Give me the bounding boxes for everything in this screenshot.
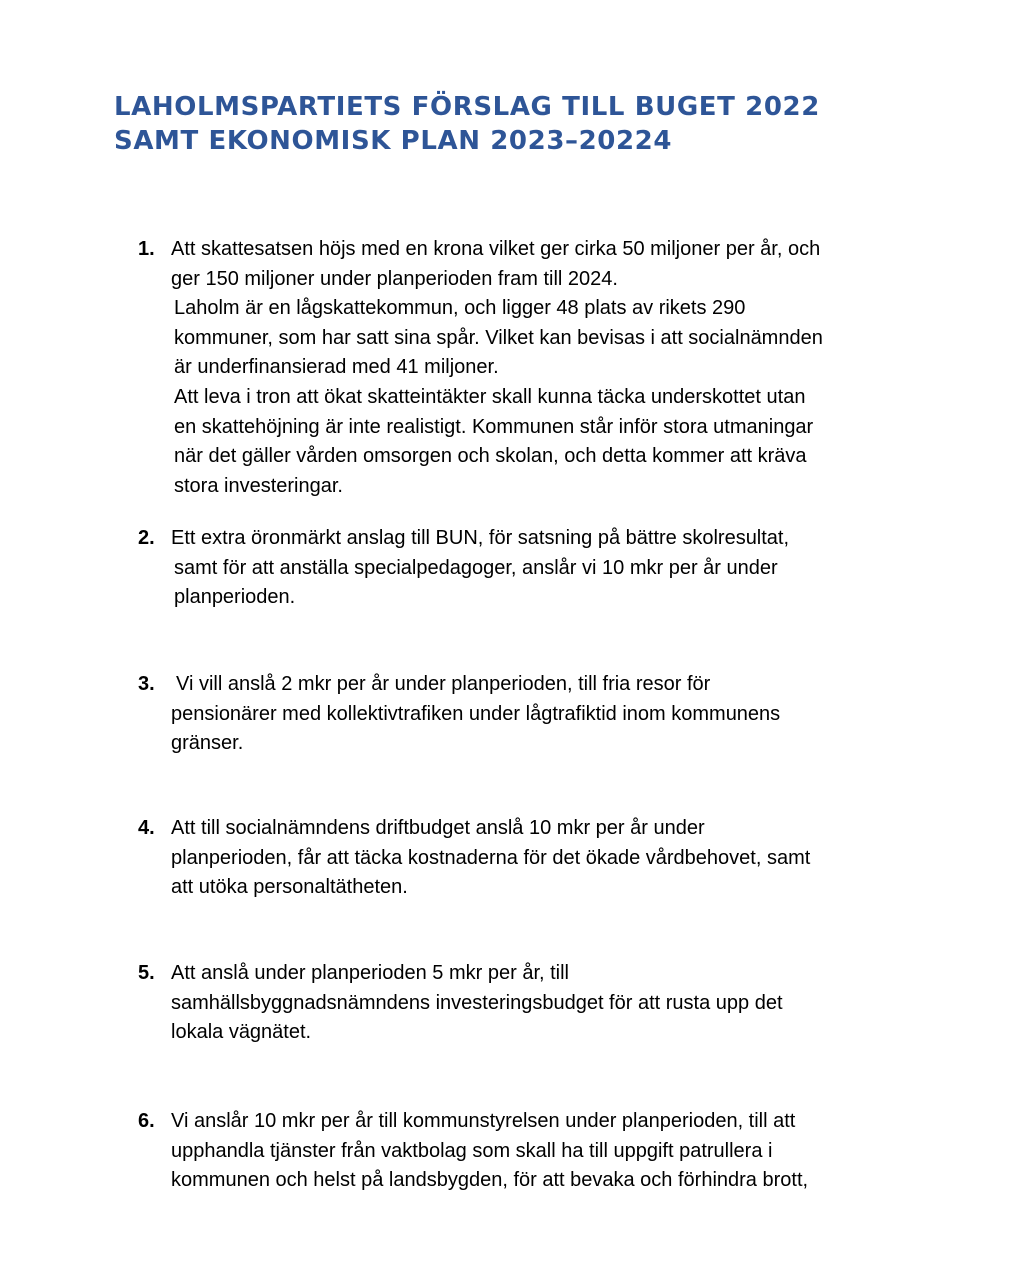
item-text-line: när det gäller vården omsorgen och skolan, och detta kommer att kräva	[174, 445, 807, 468]
item-text-line: Ett extra öronmärkt anslag till BUN, för satsning på bättre skolresultat,	[171, 527, 790, 549]
item-text-line: Vi anslår 10 mkr per år till kommunstyrelsen under planperioden, till att	[171, 1110, 796, 1132]
document-title	[114, 90, 934, 158]
title-line-1: LAHOLMSPARTIETS FÖRSLAG TILL BUGET 2022	[114, 92, 820, 122]
item-number: 6.	[138, 1110, 155, 1132]
item-text-line: en skattehöjning är inte realistigt. Kommunen står inför stora utmaningar	[174, 415, 814, 438]
item-text-line: Att till socialnämndens driftbudget anslå 10 mkr per år under	[171, 817, 705, 839]
item-number: 4.	[138, 817, 155, 839]
title-line-2: SAMT EKONOMISK PLAN 2023–20224	[114, 126, 673, 156]
list-item-5	[0, 959, 1015, 1048]
item-text-line: stora investeringar.	[174, 474, 343, 497]
item-text-line: Att anslå under planperioden 5 mkr per år, till	[171, 962, 569, 984]
list-item-2	[0, 524, 1015, 613]
item-text-line: planperioden, får att täcka kostnaderna för det ökade vårdbehovet, samt	[171, 846, 811, 869]
list-item-3	[0, 670, 1015, 759]
item-text-line: planperioden.	[174, 586, 296, 609]
list-item-4	[0, 814, 1015, 903]
list-item-1	[0, 235, 1015, 501]
item-text-line: Laholm är en lågskattekommun, och ligger 48 plats av rikets 290	[174, 297, 746, 320]
item-number: 5.	[138, 962, 155, 984]
item-text-line: är underfinansierad med 41 miljoner.	[174, 356, 499, 379]
item-text-line: Att leva i tron att ökat skatteintäkter skall kunna täcka underskottet utan	[174, 385, 806, 408]
item-text-line: lokala vägnätet.	[171, 1021, 312, 1044]
item-text-line: ger 150 miljoner under planperioden fram till 2024.	[171, 267, 618, 290]
item-text-line: Att skattesatsen höjs med en krona vilket ger cirka 50 miljoner per år, och	[171, 238, 821, 260]
item-text-line: att utöka personaltätheten.	[171, 876, 408, 899]
item-number: 1.	[138, 238, 155, 260]
item-text-line: kommunen och helst på landsbygden, för att bevaka och förhindra brott,	[171, 1169, 809, 1192]
item-text-line: samt för att anställa specialpedagoger, anslår vi 10 mkr per år under	[174, 556, 778, 579]
item-text-line: pensionärer med kollektivtrafiken under lågtrafiktid inom kommunens	[171, 702, 781, 725]
item-number: 2.	[138, 527, 155, 549]
list-item-6	[0, 1107, 1015, 1196]
item-number: 3.	[138, 673, 155, 695]
item-text-line: Vi vill anslå 2 mkr per år under planperioden, till fria resor för	[176, 673, 711, 695]
item-text-line: upphandla tjänster från vaktbolag som skall ha till uppgift patrullera i	[171, 1139, 773, 1162]
item-text-line: gränser.	[171, 732, 244, 755]
item-text-line: kommuner, som har satt sina spår. Vilket kan bevisas i att socialnämnden	[174, 326, 823, 349]
item-text-line: samhällsbyggnadsnämndens investeringsbudget för att rusta upp det	[171, 991, 783, 1014]
